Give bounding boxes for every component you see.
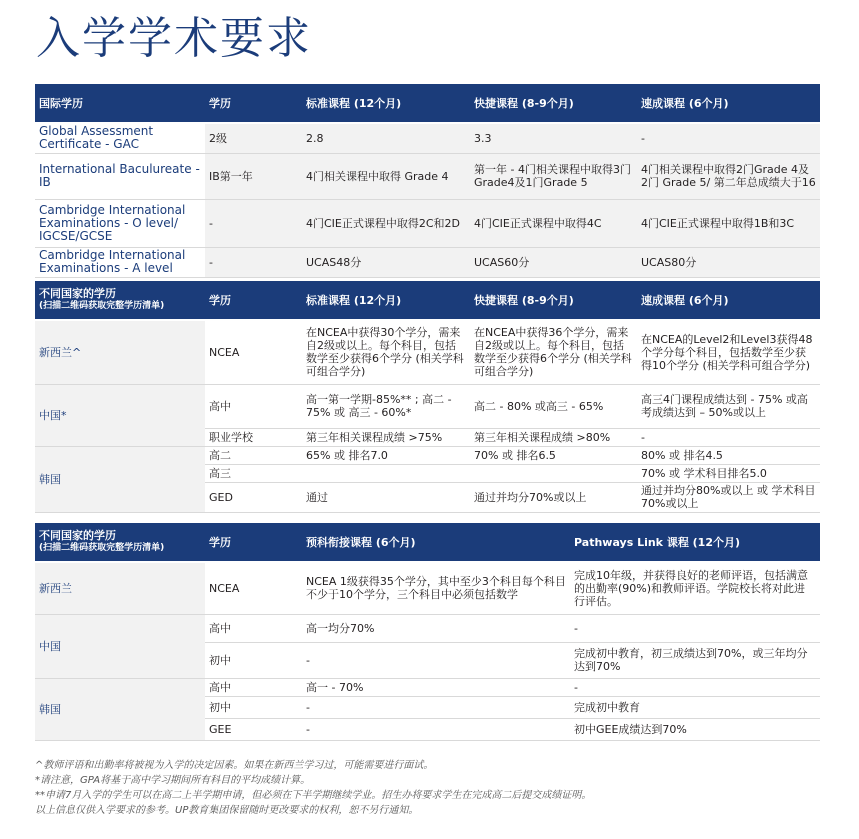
intensive-cell: -: [637, 428, 820, 446]
col-header: 国际学历: [35, 84, 205, 123]
col-header: 学历: [205, 523, 302, 562]
pathways-cell: -: [570, 678, 820, 696]
prep-cell: 高一 - 70%: [302, 678, 570, 696]
col-header: 标准课程 (12个月): [302, 281, 470, 320]
pathways-cell: 完成初中教育，初三成绩达到70%，或三年均分达到70%: [570, 642, 820, 678]
header-subtitle: (扫描二维码获取完整学历清单): [39, 543, 165, 553]
fast-cell: 3.3: [470, 123, 637, 153]
level-cell: 初中: [205, 642, 302, 678]
fast-cell: 4门CIE正式课程中取得4C: [470, 199, 637, 247]
footnote: ^教师评语和出勤率将被视为入学的决定因素。如果在新西兰学习过，可能需要进行面试。: [35, 760, 434, 771]
prep-cell: -: [302, 642, 570, 678]
col-header: Pathways Link 课程 (12个月): [570, 523, 820, 562]
country-pathways-table: [35, 523, 820, 741]
col-header: 速成课程 (6个月): [637, 281, 820, 320]
header-title: 不同国家的学历: [39, 287, 116, 300]
level-cell: 高中: [205, 614, 302, 642]
qualification-name: Cambridge International Examinations - A level: [35, 247, 205, 277]
prep-cell: -: [302, 718, 570, 740]
standard-cell: 2.8: [302, 123, 470, 153]
level-cell: 高三: [205, 464, 302, 482]
country-label: 新西兰: [35, 562, 205, 614]
fast-cell: 在NCEA中获得36个学分，需来自2级或以上。每个科目，包括数学至少获得6个学分 (相关学科可组合学分): [470, 320, 637, 384]
fast-cell: 70% 或 排名6.5: [470, 446, 637, 464]
col-header: 快捷课程 (8-9个月): [470, 84, 637, 123]
footnote: 以上信息仅供入学要求的参考。UP教育集团保留随时更改要求的权利，恕不另行通知。: [35, 805, 419, 816]
fast-cell: 通过并均分70%或以上: [470, 482, 637, 512]
standard-cell: 通过: [302, 482, 470, 512]
table-row: [35, 384, 820, 428]
qualification-name: International Baculureate - IB: [35, 153, 205, 199]
pathways-cell: 完成10年级，并获得良好的老师评语，包括满意的出勤率(90%)和教师评语。学院校长将对此进行评估。: [570, 562, 820, 614]
standard-cell: 65% 或 排名7.0: [302, 446, 470, 464]
level-cell: -: [205, 199, 302, 247]
fast-cell: 第一年 - 4门相关课程中取得3门Grade4及1门Grade 5: [470, 153, 637, 199]
level-cell: 高二: [205, 446, 302, 464]
intensive-cell: 70% 或 学术科目排名5.0: [637, 464, 820, 482]
header-title: 不同国家的学历: [39, 529, 116, 542]
level-cell: IB第一年: [205, 153, 302, 199]
table-row: [35, 320, 820, 384]
table-row: [35, 247, 820, 277]
country-label: 新西兰^: [35, 320, 205, 384]
table-row: [35, 199, 820, 247]
pathways-cell: 完成初中教育: [570, 696, 820, 718]
intensive-cell: 高三4门课程成绩达到 - 75% 或高考成绩达到 – 50%或以上: [637, 384, 820, 428]
intensive-cell: 在NCEA的Level2和Level3获得48个学分每个科目，包括数学至少获得10个学分 (相关学科可组合学分): [637, 320, 820, 384]
country-label: 中国*: [35, 384, 205, 446]
table-row: [35, 123, 820, 153]
standard-cell: UCAS48分: [302, 247, 470, 277]
country-label: 韩国: [35, 678, 205, 740]
pathways-cell: 初中GEE成绩达到70%: [570, 718, 820, 740]
intensive-cell: UCAS80分: [637, 247, 820, 277]
col-header: [35, 281, 205, 320]
col-header: 快捷课程 (8-9个月): [470, 281, 637, 320]
standard-cell: 第三年相关课程成绩 >75%: [302, 428, 470, 446]
fast-cell: 第三年相关课程成绩 >80%: [470, 428, 637, 446]
table-row: [35, 153, 820, 199]
pathways-cell: -: [570, 614, 820, 642]
page-title: 入学学术要求: [36, 13, 312, 64]
standard-cell: 高一第一学期-85%** ; 高二 - 75% 或 高三 - 60%*: [302, 384, 470, 428]
level-cell: 2级: [205, 123, 302, 153]
standard-cell: [302, 464, 470, 482]
footnote: *请注意，GPA将基于高中学习期间所有科目的平均成绩计算。: [35, 775, 311, 786]
col-header: 速成课程 (6个月): [637, 84, 820, 123]
footnote: **申请7月入学的学生可以在高二上半学期申请，但必须在下半学期继续学业。招生办将要求学生在完成高二后提交成绩证明。: [35, 790, 592, 801]
country-label: 中国: [35, 614, 205, 678]
intensive-cell: -: [637, 123, 820, 153]
prep-cell: 高一均分70%: [302, 614, 570, 642]
fast-cell: [470, 464, 637, 482]
level-cell: 高中: [205, 384, 302, 428]
country-label: 韩国: [35, 446, 205, 512]
qualification-name: Global Assessment Certificate - GAC: [35, 123, 205, 153]
table-row: [35, 446, 820, 464]
level-cell: GEE: [205, 718, 302, 740]
header-subtitle: (扫描二维码获取完整学历清单): [39, 301, 165, 311]
table-row: [35, 614, 820, 642]
table-header-row: [35, 281, 820, 320]
col-header: 预科衔接课程 (6个月): [302, 523, 570, 562]
level-cell: 初中: [205, 696, 302, 718]
level-cell: NCEA: [205, 562, 302, 614]
table-header-row: [35, 84, 820, 123]
col-header: 学历: [205, 84, 302, 123]
level-cell: NCEA: [205, 320, 302, 384]
qualification-name: Cambridge International Examinations - O level/ IGCSE/GCSE: [35, 199, 205, 247]
prep-cell: NCEA 1级获得35个学分，其中至少3个科目每个科目不少于10个学分，三个科目中必须包括数学: [302, 562, 570, 614]
intensive-cell: 4门相关课程中取得2门Grade 4及2门 Grade 5/ 第二年总成绩大于16: [637, 153, 820, 199]
level-cell: -: [205, 247, 302, 277]
table-header-row: [35, 523, 820, 562]
fast-cell: UCAS60分: [470, 247, 637, 277]
intensive-cell: 80% 或 排名4.5: [637, 446, 820, 464]
level-cell: 高中: [205, 678, 302, 696]
intensive-cell: 通过并均分80%或以上 或 学术科目70%或以上: [637, 482, 820, 512]
country-qualifications-table: [35, 281, 820, 513]
standard-cell: 4门CIE正式课程中取得2C和2D: [302, 199, 470, 247]
prep-cell: -: [302, 696, 570, 718]
footnotes: [35, 758, 825, 818]
col-header: 标准课程 (12个月): [302, 84, 470, 123]
international-qualifications-table: [35, 84, 820, 278]
col-header: 学历: [205, 281, 302, 320]
level-cell: GED: [205, 482, 302, 512]
col-header: [35, 523, 205, 562]
intensive-cell: 4门CIE正式课程中取得1B和3C: [637, 199, 820, 247]
table-row: [35, 562, 820, 614]
level-cell: 职业学校: [205, 428, 302, 446]
standard-cell: 在NCEA中获得30个学分，需来自2级或以上。每个科目，包括数学至少获得6个学分 (相关学科可组合学分): [302, 320, 470, 384]
fast-cell: 高二 - 80% 或高三 - 65%: [470, 384, 637, 428]
standard-cell: 4门相关课程中取得 Grade 4: [302, 153, 470, 199]
table-row: [35, 678, 820, 696]
